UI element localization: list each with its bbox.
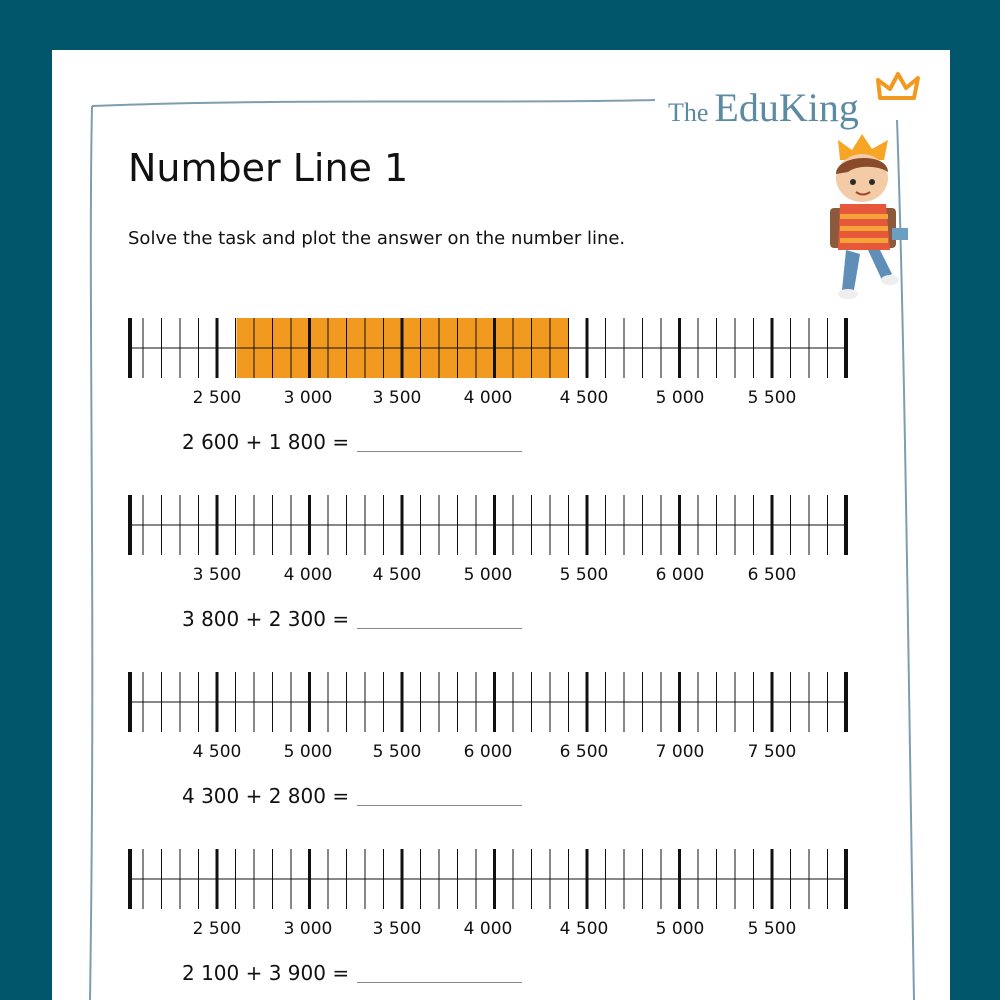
logo-brand: EduKing: [714, 85, 859, 130]
answer-blank[interactable]: [357, 627, 522, 629]
eduking-logo: [668, 84, 859, 131]
tick-label: 6 500: [747, 565, 797, 585]
tick-label: 3 500: [192, 565, 242, 585]
tick-label: 5 000: [655, 919, 705, 939]
equation-4: [182, 961, 522, 985]
tick-label: 5 500: [372, 742, 422, 762]
page-title: Number Line 1: [128, 146, 409, 190]
boy-mascot-illustration: [818, 130, 914, 310]
answer-blank[interactable]: [357, 981, 522, 983]
number-line-3[interactable]: [126, 672, 852, 736]
tick-label: 5 500: [747, 388, 797, 408]
tick-label: 5 000: [655, 388, 705, 408]
crown-icon: [876, 72, 920, 104]
tick-label: 5 000: [463, 565, 513, 585]
tick-label: 7 000: [655, 742, 705, 762]
equation-text: 2 600 + 1 800 =: [182, 430, 350, 454]
equation-1: [182, 430, 522, 454]
tick-label: 4 000: [463, 919, 513, 939]
number-line-2[interactable]: [126, 495, 852, 559]
tick-label: 4 000: [463, 388, 513, 408]
tick-label: 6 000: [463, 742, 513, 762]
equation-text: 3 800 + 2 300 =: [182, 607, 350, 631]
answer-blank[interactable]: [357, 804, 522, 806]
number-line-1[interactable]: [126, 318, 852, 382]
equation-2: [182, 607, 522, 631]
tick-label: 4 500: [559, 919, 609, 939]
equation-text: 4 300 + 2 800 =: [182, 784, 350, 808]
tick-label: 6 000: [655, 565, 705, 585]
tick-label: 5 000: [283, 742, 333, 762]
tick-label: 2 500: [192, 388, 242, 408]
logo-the: The: [668, 98, 709, 127]
answer-blank[interactable]: [357, 450, 522, 452]
tick-label: 3 500: [372, 388, 422, 408]
number-line-4[interactable]: [126, 849, 852, 913]
tick-label: 2 500: [192, 919, 242, 939]
tick-label: 4 500: [559, 388, 609, 408]
tick-label: 4 000: [283, 565, 333, 585]
equation-text: 2 100 + 3 900 =: [182, 961, 350, 985]
tick-label: 5 500: [559, 565, 609, 585]
instruction-text: Solve the task and plot the answer on the number line.: [128, 228, 626, 249]
tick-label: 6 500: [559, 742, 609, 762]
tick-label: 3 000: [283, 388, 333, 408]
tick-label: 3 000: [283, 919, 333, 939]
tick-label: 5 500: [747, 919, 797, 939]
tick-label: 3 500: [372, 919, 422, 939]
tick-label: 4 500: [372, 565, 422, 585]
tick-label: 7 500: [747, 742, 797, 762]
tick-label: 4 500: [192, 742, 242, 762]
equation-3: [182, 784, 522, 808]
